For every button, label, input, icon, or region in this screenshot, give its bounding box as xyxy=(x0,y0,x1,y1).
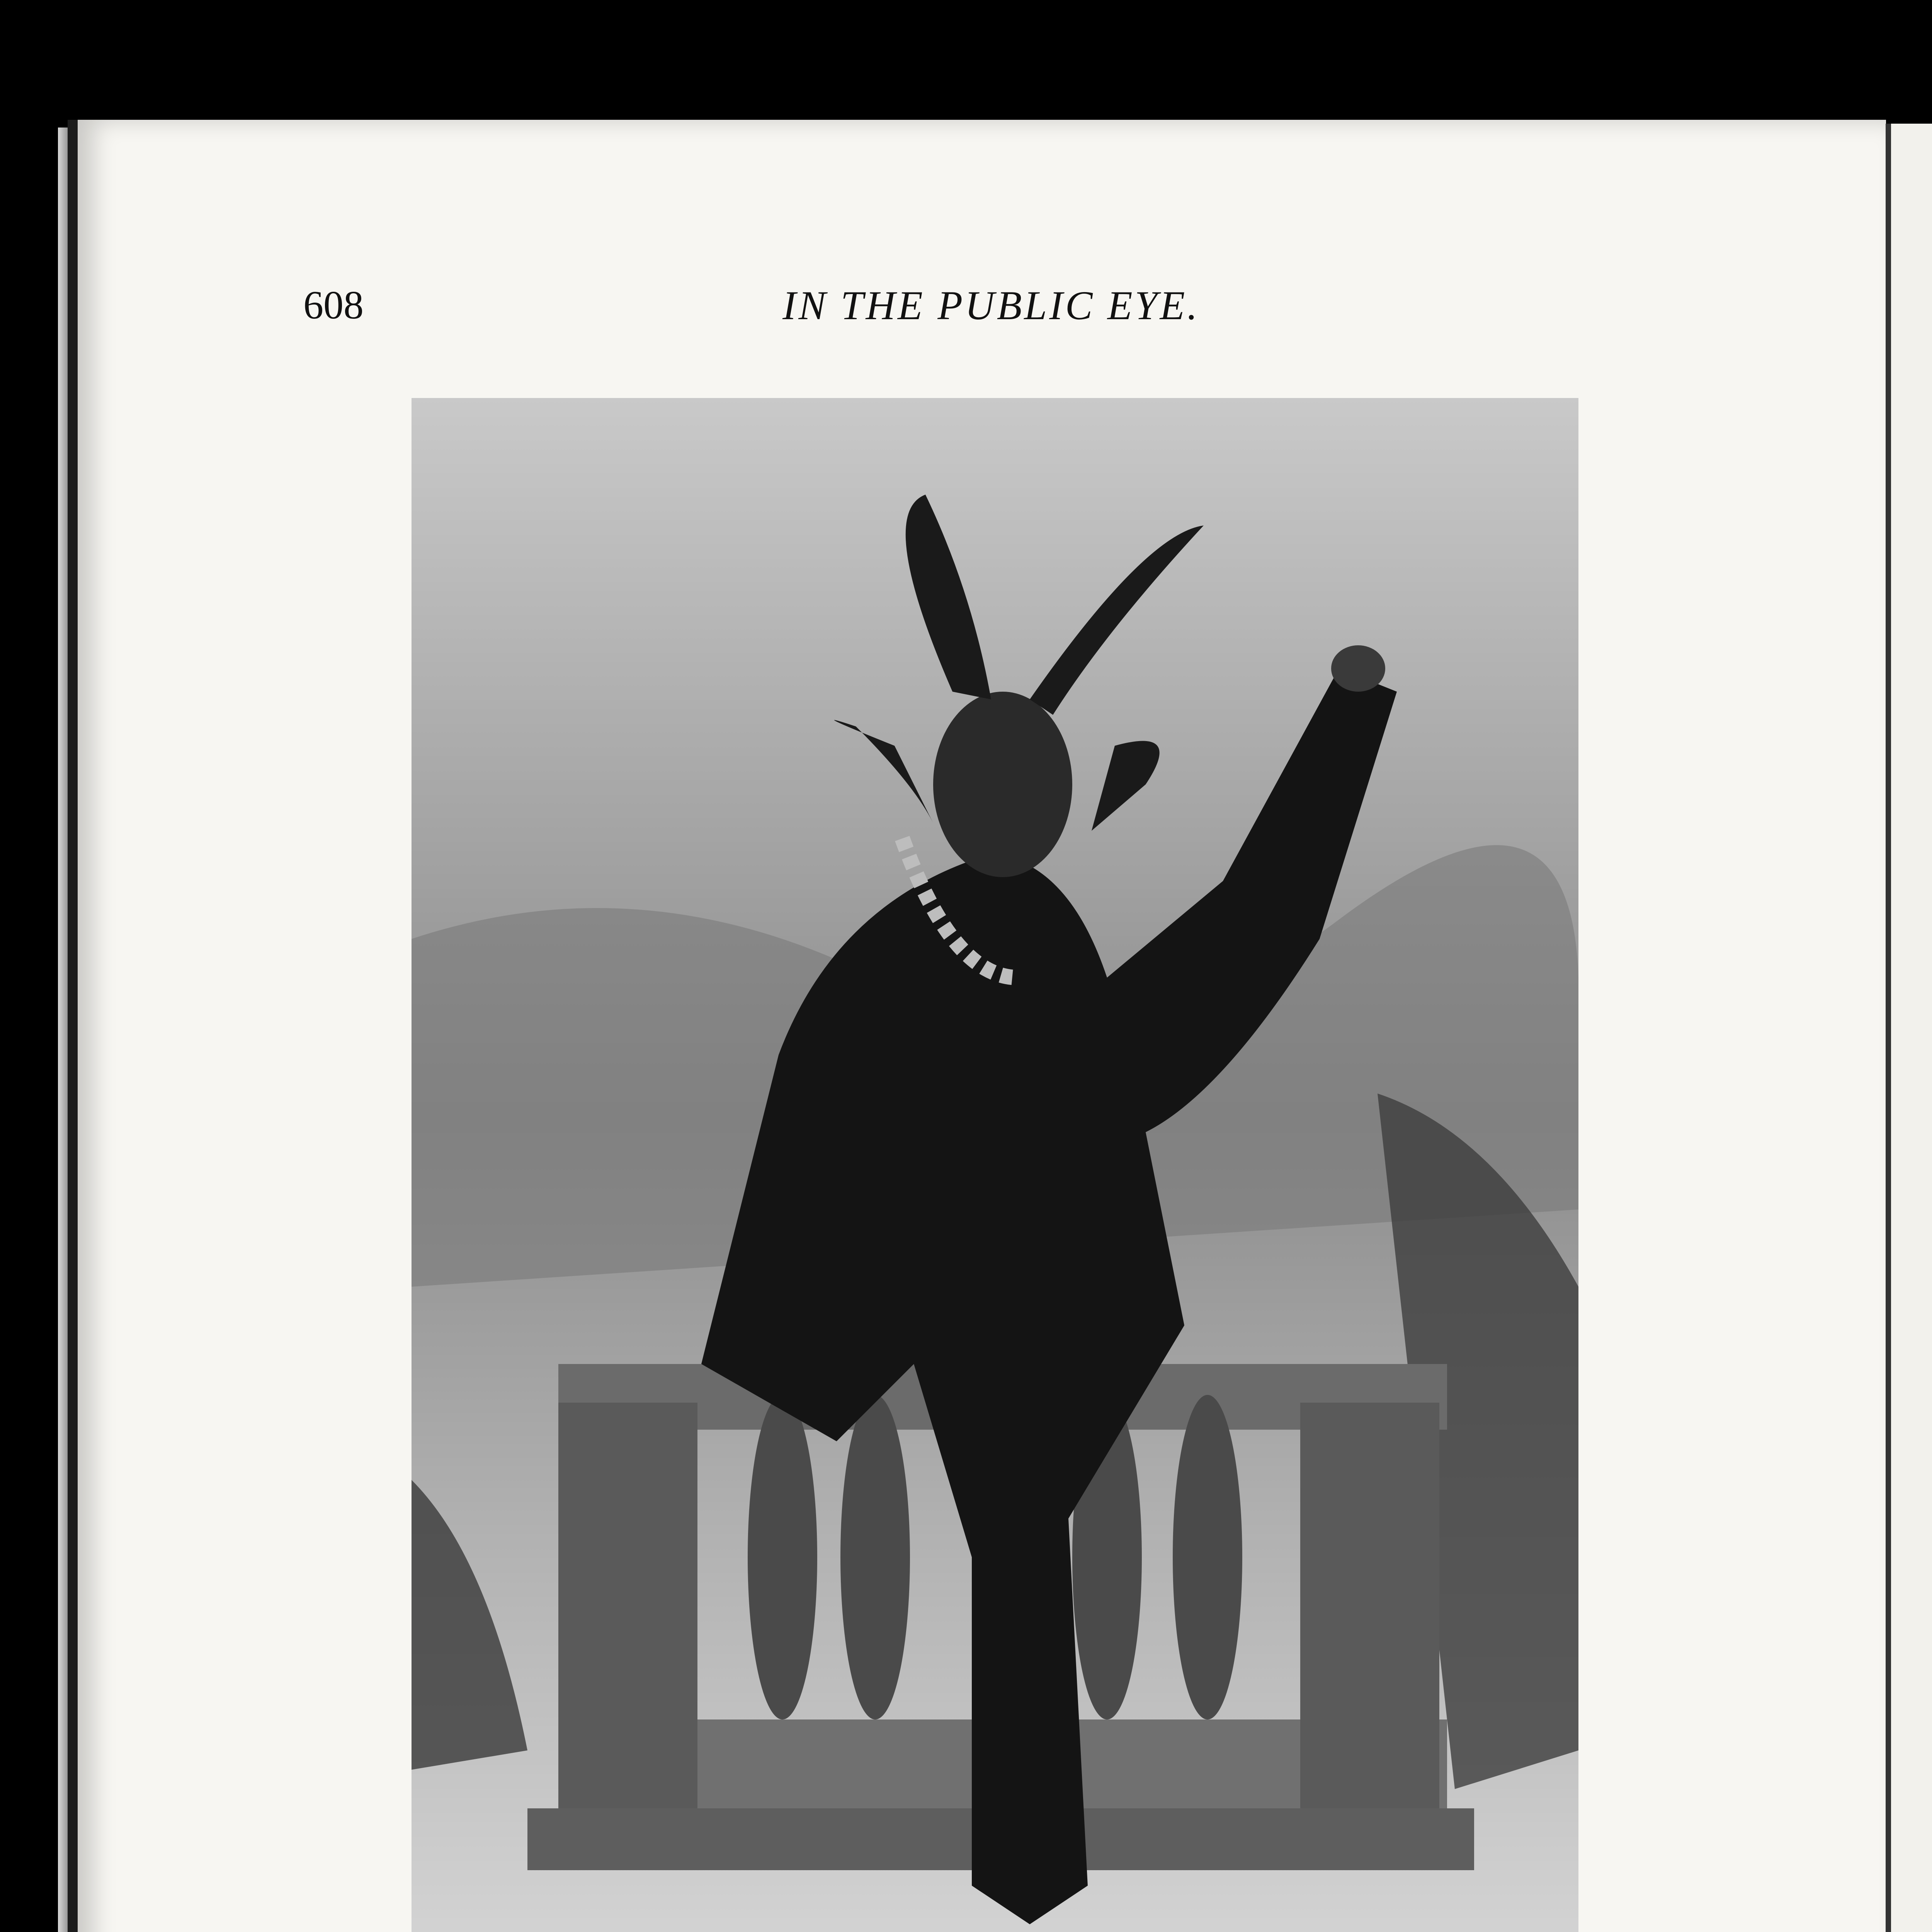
page-header xyxy=(303,282,1679,344)
facing-page-edge xyxy=(1886,124,1932,1932)
portrait-photograph xyxy=(412,398,1578,1932)
page-number: 608 xyxy=(303,283,364,327)
running-title: IN THE PUBLIC EYE. xyxy=(782,283,1200,328)
mefistofele-photo-illustration xyxy=(412,398,1578,1932)
